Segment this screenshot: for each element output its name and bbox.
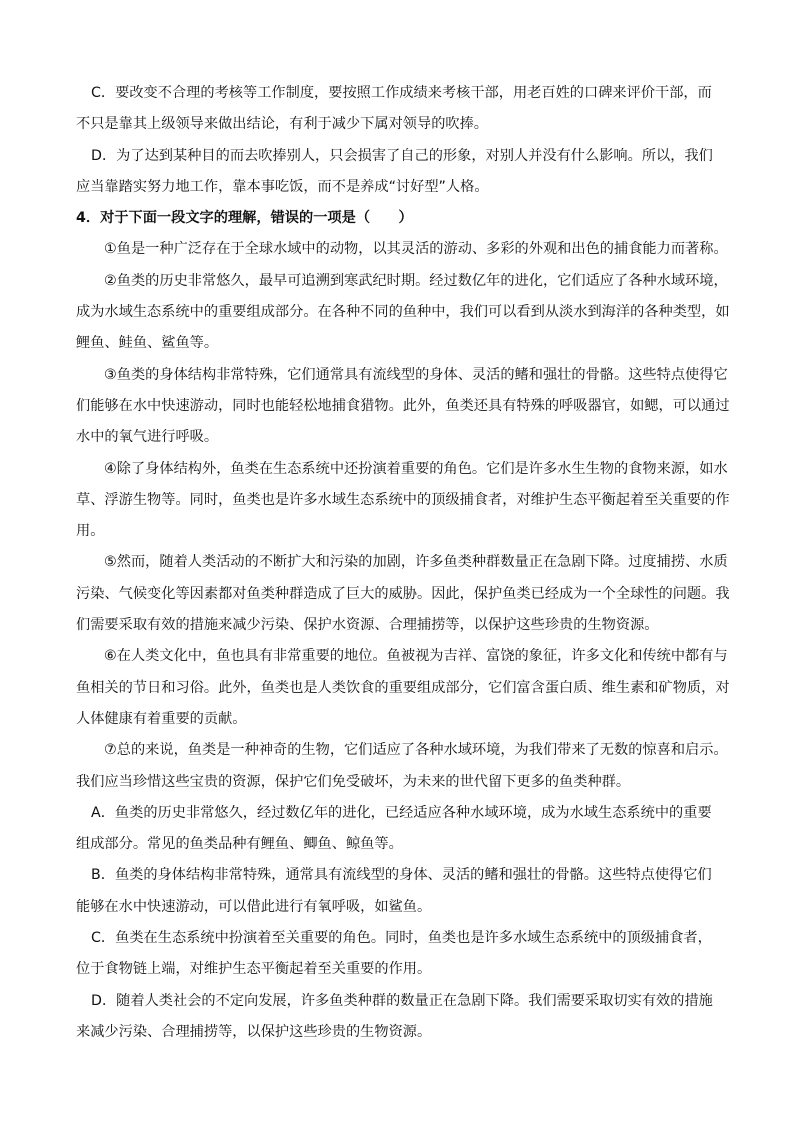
- answer-option-a-line-1: A．鱼类的历史非常悠久，经过数亿年的进化，已经适应各种水域环境，成为水域生态系统中的重要: [91, 804, 712, 821]
- passage-paragraph-6-line-2: 鱼相关的节日和习俗。此外，鱼类也是人类饮食的重要组成部分，它们富含蛋白质、维生素和矿物质，对: [76, 679, 730, 696]
- passage-paragraph-4-line-2: 草、浮游生物等。同时，鱼类也是许多水域生态系统中的顶级捕食者，对维护生态平衡起着至关重要的作: [76, 491, 730, 508]
- option-c-text-line-1: C．要改变不合理的考核等工作制度，要按照工作成绩来考核干部，用老百姓的口碑来评价干部，而: [91, 85, 712, 101]
- passage-paragraph-7-line-2: 我们应当珍惜这些宝贵的资源，保护它们免受破坏，为未来的世代留下更多的鱼类种群。: [76, 773, 631, 790]
- answer-option-b-line-1: B．鱼类的身体结构非常特殊，通常具有流线型的身体、灵活的鳍和强壮的骨骼。这些特点使得它们: [91, 867, 712, 884]
- passage-paragraph-7-line-1: ⑦总的来说，鱼类是一种神奇的生物，它们适应了各种水域环境，为我们带来了无数的惊喜和启示。: [104, 742, 728, 759]
- passage-paragraph-5-line-1: ⑤然而，随着人类活动的不断扩大和污染的加剧，许多鱼类种群数量正在急剧下降。过度捕捞、水质: [104, 554, 728, 571]
- passage-paragraph-2-line-2: 成为水域生态系统中的重要组成部分。在各种不同的鱼种中，我们可以看到从淡水到海洋的各种类型，如: [76, 304, 730, 321]
- question-4-stem: 4．对于下面一段文字的理解，错误的一项是（ ）: [76, 210, 413, 227]
- passage-paragraph-3-line-2: 们能够在水中快速游动，同时也能轻松地捕食猎物。此外，鱼类还具有特殊的呼吸器官，如鳃，可以通过: [76, 397, 730, 414]
- passage-paragraph-3-line-3: 水中的氧气进行呼吸。: [76, 429, 219, 446]
- option-d-text-line-2: 应当靠踏实努力地工作，靠本事吃饭，而不是养成“讨好型”人格。: [76, 178, 489, 195]
- answer-option-d-line-1: D．随着人类社会的不定向发展，许多鱼类种群的数量正在急剧下降。我们需要采取切实有效的措施: [91, 992, 713, 1009]
- passage-paragraph-5-line-2: 污染、气候变化等因素都对鱼类种群造成了巨大的威胁。因此，保护鱼类已经成为一个全球性的问题。我: [76, 585, 730, 602]
- answer-option-b-line-2: 能够在水中快速游动，可以借此进行有氧呼吸，如鲨鱼。: [76, 898, 432, 915]
- option-c-text-line-2: 不只是靠其上级领导来做出结论，有利于减少下属对领导的吹捧。: [76, 116, 489, 133]
- passage-paragraph-6-line-3: 人体健康有着重要的贡献。: [76, 710, 247, 727]
- passage-paragraph-2-line-1: ②鱼类的历史非常悠久，最早可追溯到寒武纪时期。经过数亿年的进化，它们适应了各种水域环境，: [104, 272, 728, 289]
- passage-paragraph-3-line-1: ③鱼类的身体结构非常特殊，它们通常具有流线型的身体、灵活的鳍和强壮的骨骼。这些特点使得它: [104, 366, 728, 383]
- answer-option-d-line-2: 来减少污染、合理捕捞等，以保护这些珍贵的生物资源。: [76, 1023, 432, 1040]
- passage-paragraph-2-line-3: 鲤鱼、鲑鱼、鲨鱼等。: [76, 335, 219, 352]
- answer-option-c-line-1: C．鱼类在生态系统中扮演着至关重要的角色。同时，鱼类也是许多水域生态系统中的顶级捕食者，: [91, 930, 712, 947]
- document-page: [76, 78, 756, 1048]
- passage-paragraph-1: ①鱼是一种广泛存在于全球水域中的动物，以其灵活的游动、多彩的外观和出色的捕食能力而著称。: [104, 241, 728, 258]
- passage-paragraph-4-line-3: 用。: [76, 523, 105, 540]
- option-d-text-line-1: D．为了达到某种目的而去吹捧别人，只会损害了自己的形象，对别人并没有什么影响。所以，我们: [91, 147, 713, 164]
- answer-option-a-line-2: 组成部分。常见的鱼类品种有鲤鱼、鲫鱼、鲸鱼等。: [76, 836, 403, 853]
- answer-option-c-line-2: 位于食物链上端，对维护生态平衡起着至关重要的作用。: [76, 961, 432, 978]
- passage-paragraph-5-line-3: 们需要采取有效的措施来减少污染、保护水资源、合理捕捞等，以保护这些珍贵的生物资源。: [76, 617, 659, 634]
- passage-paragraph-4-line-1: ④除了身体结构外，鱼类在生态系统中还扮演着重要的角色。它们是许多水生生物的食物来源，如水: [104, 460, 728, 477]
- passage-paragraph-6-line-1: ⑥在人类文化中，鱼也具有非常重要的地位。鱼被视为吉祥、富饶的象征，许多文化和传统中都有与: [104, 648, 728, 665]
